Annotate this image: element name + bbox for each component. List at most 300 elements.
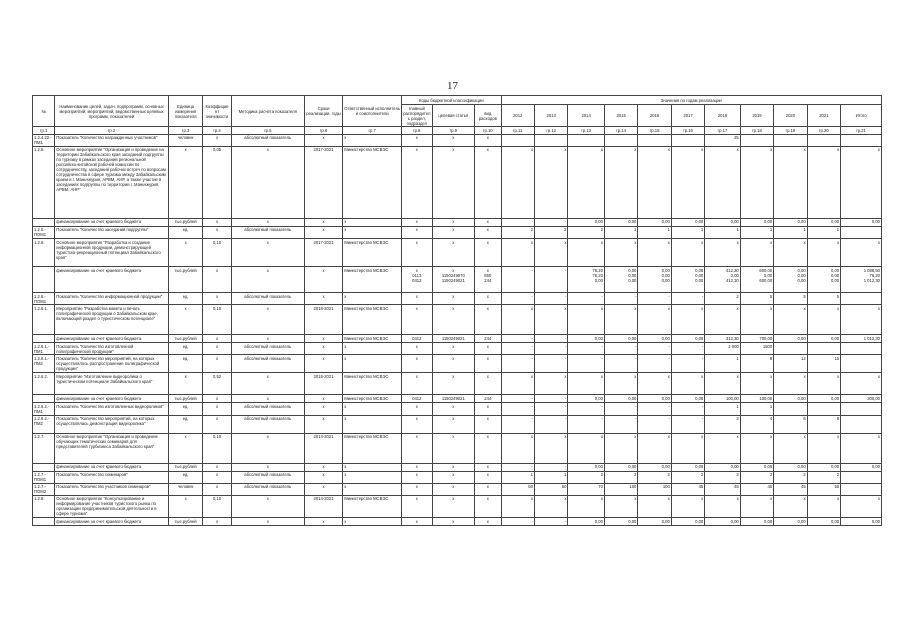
- column-number: гр.15: [638, 127, 671, 134]
- table-cell: x: [475, 343, 501, 355]
- table-cell: x: [475, 433, 501, 463]
- table-cell: 2: [534, 226, 567, 238]
- header-section: раздел, подраздел: [406, 115, 428, 126]
- table-cell: 0,00: [807, 463, 840, 471]
- table-cell: 0,00: [807, 395, 840, 403]
- table-cell: x: [343, 415, 402, 433]
- table-cell: ед.: [168, 226, 202, 238]
- table-cell: -: [568, 403, 605, 415]
- table-cell: x: [231, 433, 304, 463]
- table-row: [33, 226, 882, 238]
- table-cell: 0,00: [841, 218, 882, 226]
- table-cell: 0,00 0,00 0,00: [604, 266, 637, 292]
- table-cell: -: [534, 218, 567, 226]
- table-cell: 0,00: [568, 395, 605, 403]
- table-cell: x: [475, 355, 501, 373]
- table-cell: 2: [705, 471, 740, 483]
- table-cell: x: [432, 463, 475, 471]
- table-cell: x: [432, 218, 475, 226]
- table-cell: x: [807, 305, 840, 335]
- table-cell: 1.2.6.2.-ПМ2: [33, 415, 55, 433]
- table-cell: x: [475, 134, 501, 146]
- table-cell: x: [671, 146, 704, 218]
- table-cell: x: [807, 238, 840, 266]
- header-year: 2013: [534, 105, 567, 127]
- column-number: гр.3: [168, 127, 202, 134]
- table-cell: [841, 355, 882, 373]
- table-cell: x: [231, 495, 304, 517]
- table-cell: 0,00: [774, 463, 807, 471]
- table-cell: абсолютный показатель: [231, 415, 304, 433]
- table-cell: 0,00: [604, 518, 637, 526]
- table-cell: x: [432, 226, 475, 238]
- table-cell: x: [203, 355, 231, 373]
- table-cell: x: [705, 305, 740, 335]
- table-row: [33, 238, 882, 266]
- table-cell: 0,00 0,00 0,00: [638, 266, 671, 292]
- table-cell: -: [534, 355, 567, 373]
- table-cell: [841, 483, 882, 495]
- table-cell: x: [568, 238, 605, 266]
- table-cell: x: [671, 433, 704, 463]
- table-cell: [807, 403, 840, 415]
- table-cell: финансирование за счет краевого бюджета: [55, 218, 169, 226]
- header-year: 2021: [807, 105, 840, 127]
- table-cell: 100,00: [705, 395, 740, 403]
- table-cell: [841, 343, 882, 355]
- table-cell: Министерство МСВЭС: [343, 238, 402, 266]
- header-values-by-year: Значения по годам реализации: [501, 96, 882, 105]
- table-cell: x: [705, 433, 740, 463]
- column-number: гр.17: [705, 127, 740, 134]
- table-cell: 1.2.7.-ПОМ2: [33, 483, 55, 495]
- table-cell: -: [671, 355, 704, 373]
- header-grbs-section: [402, 105, 432, 127]
- column-number: гр.6: [304, 127, 343, 134]
- table-cell: x: [343, 518, 402, 526]
- table-cell: x: [203, 343, 231, 355]
- table-cell: 0,00: [740, 518, 773, 526]
- table-cell: -: [638, 355, 671, 373]
- table-cell: 0,00: [740, 218, 773, 226]
- table-cell: x: [604, 305, 637, 335]
- table-cell: финансирование за счет краевого бюджета: [55, 463, 169, 471]
- table-cell: x: [304, 134, 343, 146]
- table-cell: [568, 134, 605, 146]
- table-cell: x: [534, 238, 567, 266]
- table-cell: x: [671, 305, 704, 335]
- table-cell: Основное мероприятие "Консультирование и информирование участников туристского рынка по организации предпринимательской деятельности в сфере туризма": [55, 495, 169, 517]
- table-cell: x: [432, 471, 475, 483]
- table-cell: 12: [774, 355, 807, 373]
- table-cell: 2014-2021: [304, 495, 343, 517]
- table-cell: x: [432, 433, 475, 463]
- table-cell: x: [231, 373, 304, 395]
- table-cell: x: [475, 495, 501, 517]
- table-cell: x: [203, 292, 231, 304]
- table-cell: x: [807, 146, 840, 218]
- table-cell: x: [343, 343, 402, 355]
- table-cell: 0412: [402, 335, 432, 343]
- table-cell: x: [402, 433, 432, 463]
- table-cell: x: [604, 433, 637, 463]
- table-cell: x: [671, 238, 704, 266]
- column-number: гр.8: [402, 127, 432, 134]
- table-row: [33, 218, 882, 226]
- table-cell: Показатель "Количество информационной продукции": [55, 292, 169, 304]
- table-cell: 100: [638, 483, 671, 495]
- table-cell: 5: [807, 292, 840, 304]
- table-cell: 0,00: [671, 518, 704, 526]
- table-cell: x: [475, 463, 501, 471]
- table-cell: 0,00: [671, 335, 704, 343]
- table-cell: x: [231, 146, 304, 218]
- table-cell: x: [841, 495, 882, 517]
- table-row: [33, 134, 882, 146]
- table-cell: 0,00: [638, 463, 671, 471]
- table-cell: -: [534, 395, 567, 403]
- table-cell: ед.: [168, 471, 202, 483]
- table-row: [33, 495, 882, 517]
- table-cell: -: [534, 463, 567, 471]
- table-cell: 1: [705, 355, 740, 373]
- table-cell: x: [740, 238, 773, 266]
- table-cell: 1.2.4.22.-ПМ1: [33, 134, 55, 146]
- table-cell: x: [501, 495, 534, 517]
- table-row: [33, 146, 882, 218]
- table-cell: 0,00: [604, 218, 637, 226]
- table-cell: x: [841, 373, 882, 395]
- table-cell: ед.: [168, 292, 202, 304]
- table-row: [33, 471, 882, 483]
- header-year: 2019: [740, 105, 773, 127]
- table-cell: 2: [740, 471, 773, 483]
- table-cell: финансирование за счет краевого бюджета: [55, 266, 169, 292]
- table-cell: -: [568, 343, 605, 355]
- table-cell: x: [402, 355, 432, 373]
- table-cell: 2014-2021: [304, 433, 343, 463]
- table-cell: x: [534, 373, 567, 395]
- column-number: гр.16: [671, 127, 704, 134]
- table-cell: x: [231, 218, 304, 226]
- table-cell: x: [304, 355, 343, 373]
- table-cell: x: [604, 495, 637, 517]
- table-cell: 1: [501, 471, 534, 483]
- table-cell: x: [671, 373, 704, 395]
- table-cell: x: [231, 395, 304, 403]
- table-cell: x: [475, 218, 501, 226]
- table-cell: x: [475, 226, 501, 238]
- table-cell: x: [534, 305, 567, 335]
- table-cell: x: [231, 335, 304, 343]
- table-cell: x: [638, 305, 671, 335]
- table-cell: 50: [501, 483, 534, 495]
- table-cell: человек: [168, 483, 202, 495]
- table-cell: 1: [705, 226, 740, 238]
- table-cell: абсолютный показатель: [231, 226, 304, 238]
- table-cell: 4: [740, 415, 773, 433]
- table-cell: x: [534, 433, 567, 463]
- table-cell: 600,00 0,00 600,00: [740, 266, 773, 292]
- table-cell: 1: [740, 226, 773, 238]
- table-cell: x: [231, 518, 304, 526]
- table-cell: 0,00: [671, 463, 704, 471]
- table-cell: x: [231, 305, 304, 335]
- table-cell: x: [304, 518, 343, 526]
- table-cell: -: [568, 292, 605, 304]
- table-cell: 100: [604, 483, 637, 495]
- table-cell: 1: [807, 226, 840, 238]
- table-cell: x: [203, 266, 231, 292]
- table-cell: x: [774, 495, 807, 517]
- table-cell: x: [475, 292, 501, 304]
- table-cell: x 860 244: [475, 266, 501, 292]
- table-cell: 1: [638, 226, 671, 238]
- table-cell: [841, 403, 882, 415]
- table-cell: тыс.рублей: [168, 335, 202, 343]
- table-cell: x: [203, 395, 231, 403]
- header-target: целевая статья: [432, 105, 475, 127]
- table-cell: -: [671, 343, 704, 355]
- column-number: гр.11: [501, 127, 534, 134]
- table-cell: x: [231, 238, 304, 266]
- table-body: [33, 134, 882, 526]
- table-cell: 0,00: [638, 395, 671, 403]
- table-cell: Министерство МСВЭС: [343, 373, 402, 395]
- table-cell: 0,00: [841, 463, 882, 471]
- table-cell: x: [774, 373, 807, 395]
- table-cell: [534, 134, 567, 146]
- table-cell: x: [203, 463, 231, 471]
- table-cell: тыс.рублей: [168, 518, 202, 526]
- header-exp: вид расходов: [475, 105, 501, 127]
- header-total: Итого: [841, 105, 882, 127]
- table-cell: тыс.рублей: [168, 218, 202, 226]
- table-cell: 1: [671, 226, 704, 238]
- table-cell: 76,20 76,20 0,00: [568, 266, 605, 292]
- table-cell: Министерство МСВЭС: [343, 305, 402, 335]
- table-cell: 0,00: [774, 335, 807, 343]
- table-cell: x: [774, 146, 807, 218]
- table-cell: человек: [168, 134, 202, 146]
- table-cell: 0,00: [740, 463, 773, 471]
- table-cell: 0,00: [638, 335, 671, 343]
- table-cell: 45: [774, 483, 807, 495]
- table-cell: x: [432, 518, 475, 526]
- table-cell: x 0113 0412: [402, 266, 432, 292]
- table-cell: 60: [534, 483, 567, 495]
- column-number: гр.5: [231, 127, 304, 134]
- table-cell: 0,00: [774, 518, 807, 526]
- table-cell: x: [432, 292, 475, 304]
- table-cell: -: [501, 266, 534, 292]
- column-number: гр.1: [33, 127, 55, 134]
- table-cell: 0,00: [568, 463, 605, 471]
- table-cell: 0,00: [774, 395, 807, 403]
- table-cell: x: [343, 226, 402, 238]
- table-cell: 0,52: [203, 373, 231, 395]
- header-year: 2016: [638, 105, 671, 127]
- table-cell: x: [475, 403, 501, 415]
- table-cell: x: [402, 495, 432, 517]
- header-year: 2020: [774, 105, 807, 127]
- table-cell: x: [841, 305, 882, 335]
- table-cell: x: [432, 483, 475, 495]
- table-cell: 2018-2021: [304, 305, 343, 335]
- header-budget-codes: Коды бюджетной классификации: [402, 96, 501, 105]
- table-cell: x: [705, 238, 740, 266]
- table-cell: -: [671, 292, 704, 304]
- table-cell: Показатель "Количество награжденных участников": [55, 134, 169, 146]
- table-cell: x: [604, 238, 637, 266]
- table-cell: 0,00 0,00 0,00: [774, 266, 807, 292]
- column-number: гр.2: [55, 127, 169, 134]
- table-cell: -: [501, 355, 534, 373]
- table-cell: [841, 134, 882, 146]
- table-cell: x: [343, 463, 402, 471]
- table-cell: 2 000: [705, 343, 740, 355]
- table-cell: [33, 218, 55, 226]
- table-cell: x: [343, 355, 402, 373]
- table-row: [33, 292, 882, 304]
- table-cell: [604, 134, 637, 146]
- table-cell: 1.2.7.-ПОМ1: [33, 471, 55, 483]
- header-year: 2018: [705, 105, 740, 127]
- header-year: 2015: [604, 105, 637, 127]
- table-cell: x: [402, 226, 432, 238]
- table-cell: x: [203, 226, 231, 238]
- table-cell: -: [638, 343, 671, 355]
- table-cell: 1.2.6.1.: [33, 305, 55, 335]
- table-cell: 0,00: [568, 218, 605, 226]
- table-cell: x: [402, 238, 432, 266]
- table-cell: x: [475, 483, 501, 495]
- table-cell: x: [740, 495, 773, 517]
- table-cell: x: [432, 305, 475, 335]
- table-cell: [774, 134, 807, 146]
- table-cell: 312,30: [705, 335, 740, 343]
- table-row: [33, 355, 882, 373]
- table-cell: [841, 471, 882, 483]
- table-row: [33, 335, 882, 343]
- table-cell: -: [501, 403, 534, 415]
- table-cell: -: [671, 415, 704, 433]
- table-cell: Основное мероприятие "Разработка и создание информационной продукции, демонстрирующей туристско-рекреационный потенциал Забайкальского края": [55, 238, 169, 266]
- table-cell: 45: [671, 483, 704, 495]
- table-cell: 0,00: [568, 518, 605, 526]
- table-cell: -: [638, 292, 671, 304]
- table-row: [33, 373, 882, 395]
- table-cell: -: [568, 355, 605, 373]
- table-cell: -: [534, 518, 567, 526]
- table-cell: 2: [638, 471, 671, 483]
- table-cell: 2: [501, 226, 534, 238]
- table-cell: x: [501, 373, 534, 395]
- table-cell: x: [402, 218, 432, 226]
- table-cell: x: [568, 433, 605, 463]
- table-cell: x: [402, 403, 432, 415]
- table-cell: 2: [604, 471, 637, 483]
- table-row: [33, 343, 882, 355]
- table-cell: x: [168, 373, 202, 395]
- table-cell: 2: [807, 471, 840, 483]
- table-cell: Министерство МСВЭС: [343, 495, 402, 517]
- table-cell: Министерство МСВЭС: [343, 335, 402, 343]
- column-number: гр.12: [534, 127, 567, 134]
- table-cell: x: [740, 373, 773, 395]
- table-cell: x: [402, 134, 432, 146]
- table-cell: -: [534, 403, 567, 415]
- table-cell: 412,30 0,00 412,30: [705, 266, 740, 292]
- table-cell: x: [604, 146, 637, 218]
- table-cell: [33, 518, 55, 526]
- table-cell: 0,00: [807, 218, 840, 226]
- table-cell: Мероприятие "Изготовление видеоролика о туристическом потенциале Забайкальского края": [55, 373, 169, 395]
- table-cell: x: [841, 146, 882, 218]
- table-cell: 1500: [740, 343, 773, 355]
- table-cell: тыс.рублей: [168, 463, 202, 471]
- table-cell: финансирование за счет краевого бюджета: [55, 518, 169, 526]
- table-cell: 0,00: [568, 335, 605, 343]
- table-cell: [33, 335, 55, 343]
- table-cell: x: [343, 471, 402, 483]
- table-cell: x: [343, 292, 402, 304]
- table-cell: 45: [740, 483, 773, 495]
- table-cell: -: [638, 415, 671, 433]
- table-cell: -: [501, 292, 534, 304]
- table-cell: x: [501, 305, 534, 335]
- table-cell: 0,00: [638, 218, 671, 226]
- table-cell: x 1150249970 1150249021: [432, 266, 475, 292]
- table-cell: x: [231, 463, 304, 471]
- table-cell: 6: [774, 415, 807, 433]
- table-cell: абсолютный показатель: [231, 134, 304, 146]
- table-cell: 0,00: [671, 218, 704, 226]
- table-cell: абсолютный показатель: [231, 292, 304, 304]
- table-cell: x: [432, 373, 475, 395]
- table-cell: 0,00: [638, 518, 671, 526]
- table-cell: Показатель "Количество изготовленной полиграфической продукции": [55, 343, 169, 355]
- table-cell: -: [534, 292, 567, 304]
- table-cell: x: [501, 146, 534, 218]
- table-cell: 0,00: [705, 518, 740, 526]
- table-cell: 0,00: [604, 463, 637, 471]
- table-cell: 0,10: [203, 305, 231, 335]
- table-cell: 1.2.6.: [33, 238, 55, 266]
- table-cell: финансирование за счет краевого бюджета: [55, 335, 169, 343]
- table-cell: x: [432, 146, 475, 218]
- table-cell: x: [304, 471, 343, 483]
- table-cell: x: [774, 238, 807, 266]
- table-cell: x: [638, 495, 671, 517]
- program-table: [32, 95, 882, 526]
- table-cell: x: [168, 238, 202, 266]
- table-cell: тыс.рублей: [168, 266, 202, 292]
- table-cell: 15: [807, 355, 840, 373]
- table-cell: 244: [475, 335, 501, 343]
- table-cell: x: [807, 373, 840, 395]
- table-cell: x: [168, 433, 202, 463]
- table-cell: 2: [774, 471, 807, 483]
- table-cell: x: [475, 305, 501, 335]
- table-cell: x: [343, 134, 402, 146]
- table-cell: ед.: [168, 355, 202, 373]
- table-cell: x: [501, 433, 534, 463]
- table-cell: абсолютный показатель: [231, 355, 304, 373]
- column-number: гр.9: [432, 127, 475, 134]
- table-cell: x: [343, 403, 402, 415]
- column-number: гр.4: [203, 127, 231, 134]
